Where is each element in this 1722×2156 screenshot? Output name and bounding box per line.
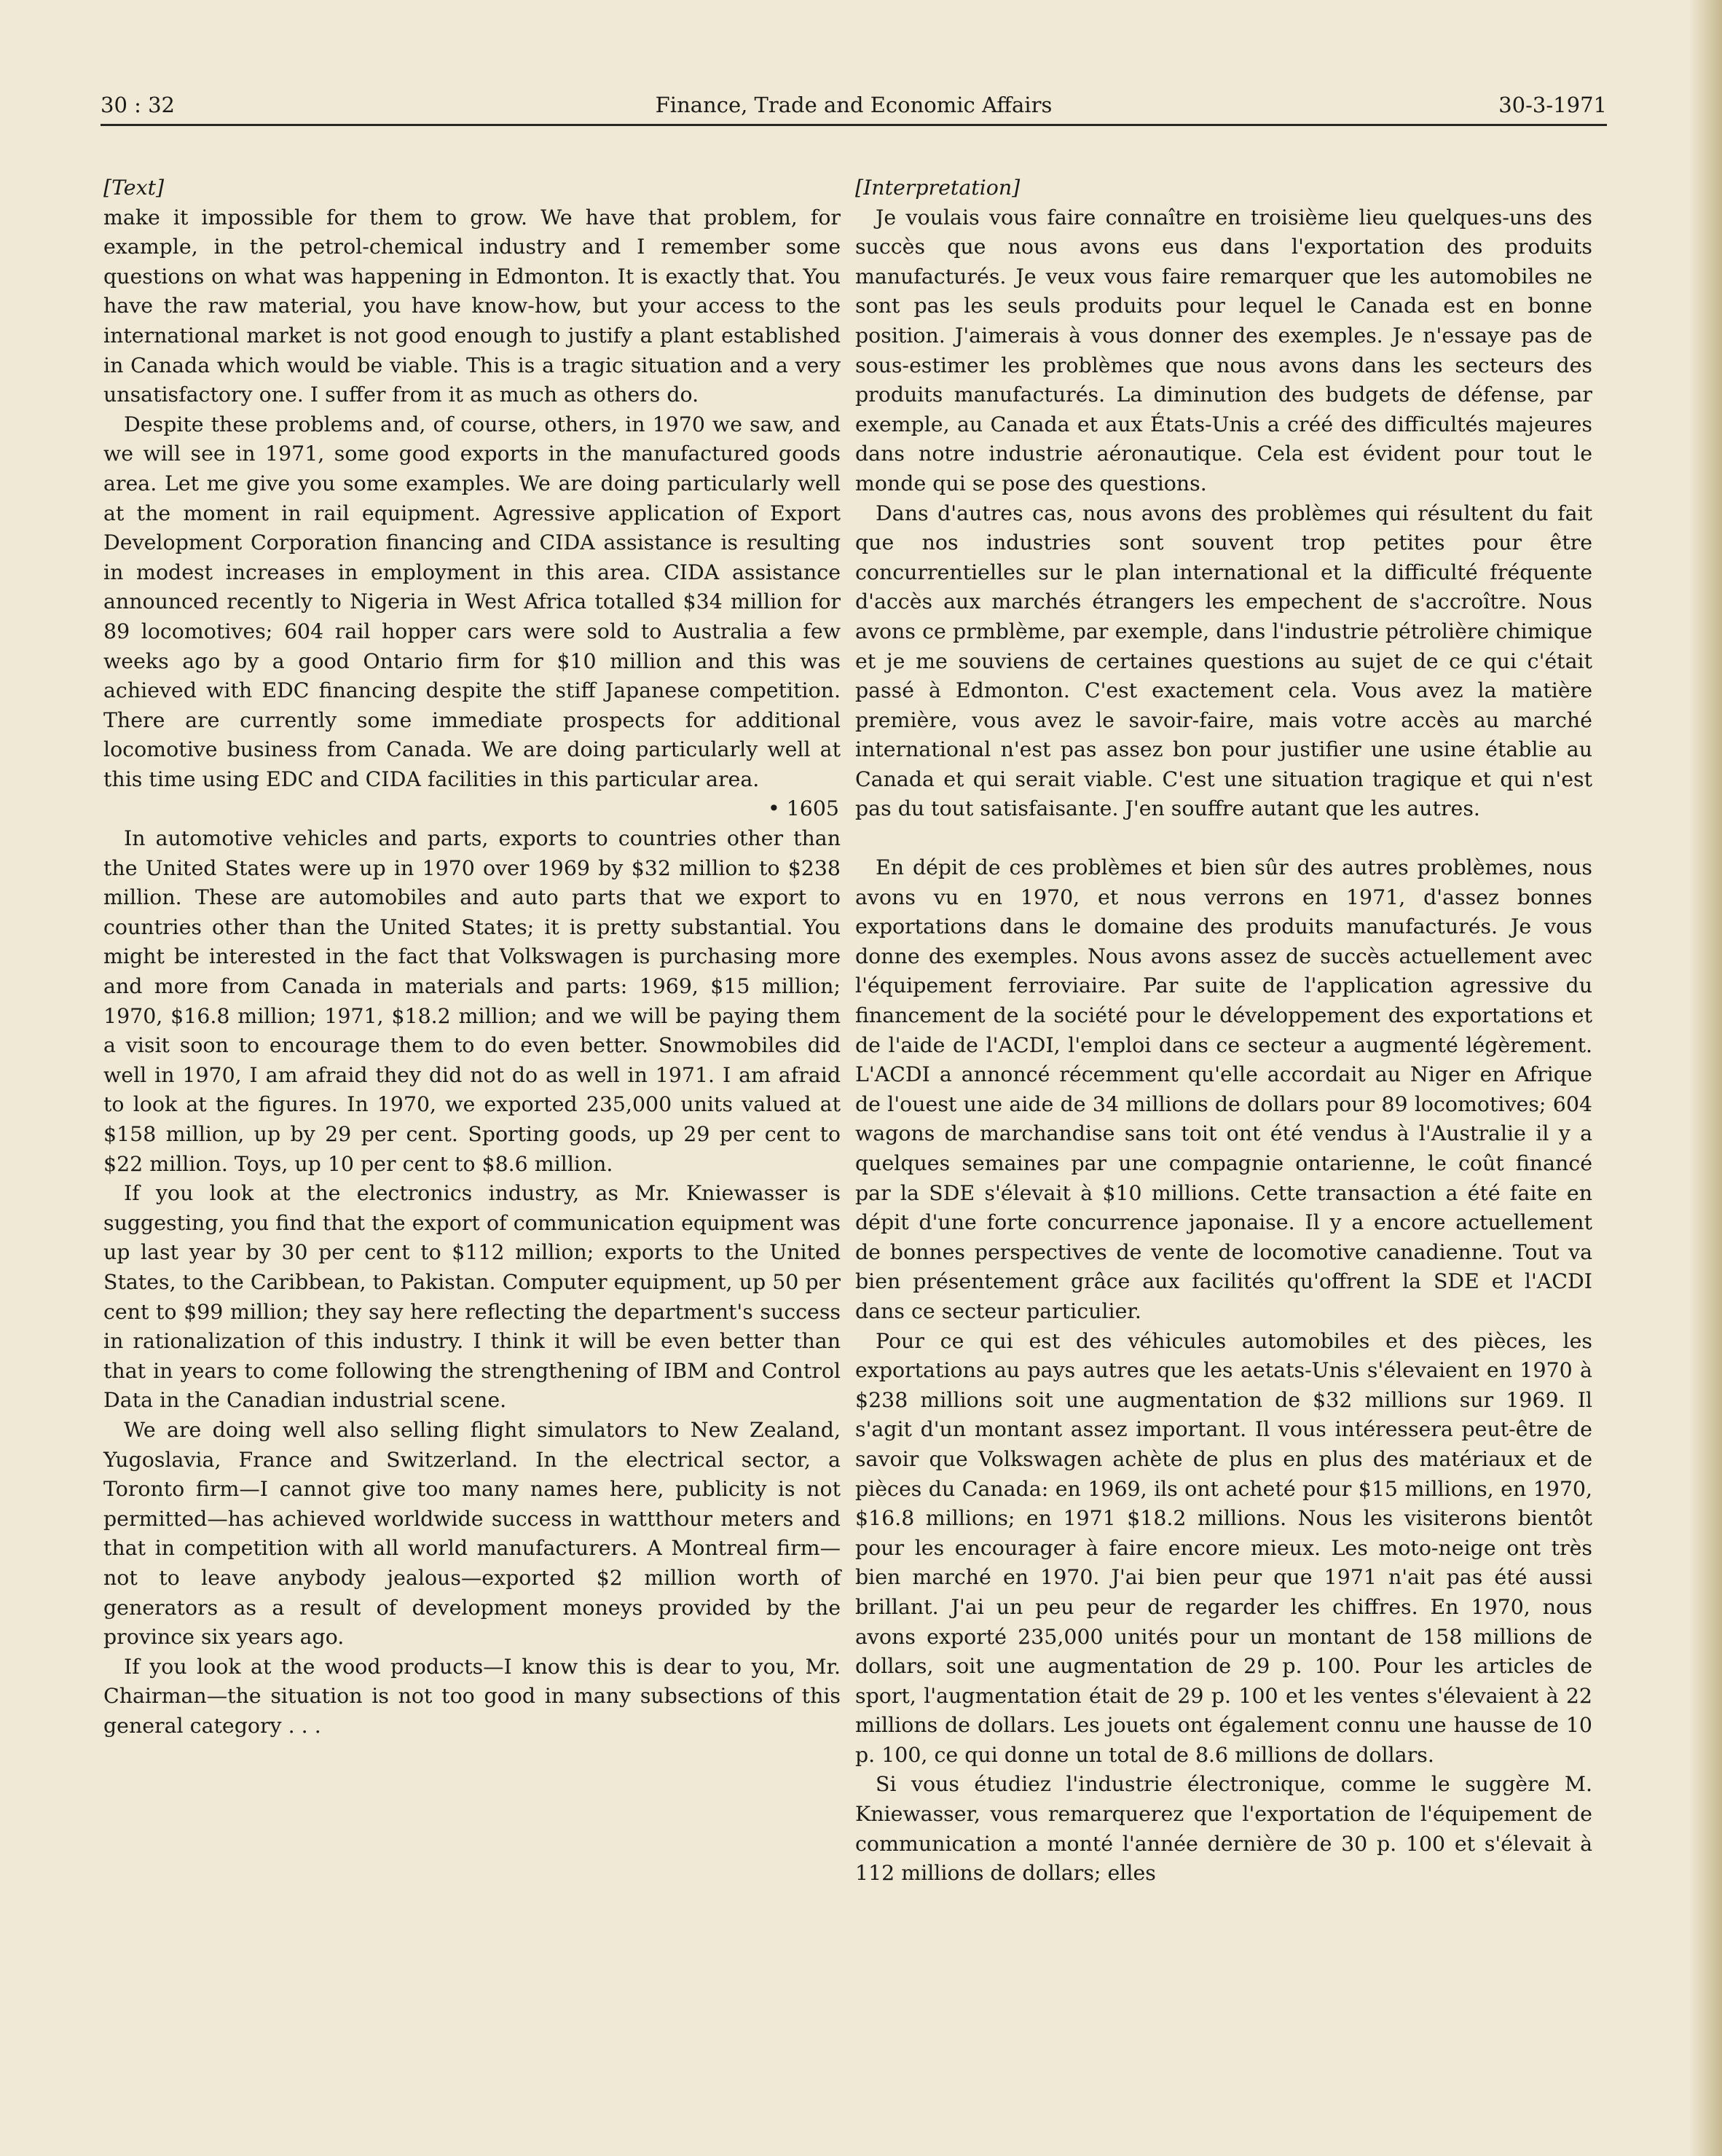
page-header	[101, 79, 1607, 126]
paragraph: Dans d'autres cas, nous avons des problèmes qui résultent du fait que nos industries sont souvent trop petites pour être concurrentielles sur le plan international et la difficulté fréquente d'accès aux marchés étrangers les empechent de s'accroître. Nous avons ce prmblème, par exemple, dans l'industrie pétrolière chimique et je me souviens de certaines questions au sujet de ce qui c'était passé à Edmonton. C'est exactement cela. Vous avez la matière première, vous avez le savoir-faire, mais votre accès au marché international n'est pas assez bon pour justifier une usine établie au Canada et qui serait viable. C'est une situation tragique et qui n'est pas du tout satisfaisante. J'en souffre autant que les autres.	[855, 501, 1592, 821]
paragraph: If you look at the wood products—I know this is dear to you, Mr. Chairman—the situation is not too good in many subsections of this general category . . .	[103, 1654, 841, 1738]
paragraph: If you look at the electronics industry, as Mr. Kniewasser is suggesting, you find that the export of communication equipment was up last year by 30 per cent to $112 million; exports to the United States, to the Caribbean, to Pakistan. Computer equipment, up 50 per cent to $99 million; they say here reflecting the department's success in rationalization of this industry. I think it will be even better than that in years to come following the strengthening of IBM and Control Data in the Canadian industrial scene.	[103, 1181, 841, 1413]
paragraph: Si vous étudiez l'industrie électronique, comme le suggère M. Kniewasser, vous remarquerez que l'exportation de l'équipement de communication a monté l'année dernière de 30 p. 100 et s'élevait à 112 millions de dollars; elles	[855, 1772, 1592, 1886]
section-tag-text: [Text]	[103, 176, 165, 200]
paragraph-gap	[855, 824, 1592, 853]
page-edge-shadow	[1688, 0, 1722, 2156]
time-marker: • 1605	[767, 796, 839, 821]
running-title: Finance, Trade and Economic Affairs	[655, 93, 1053, 117]
header-date: 30-3-1971	[1498, 93, 1607, 117]
section-tag-interpretation: [Interpretation]	[855, 176, 1021, 200]
paragraph: En dépit de ces problèmes et bien sûr des autres problèmes, nous avons vu en 1970, et nous verrons en 1971, d'assez bonnes exportations dans le domaine des produits manufacturés. Je vous donne des exemples. Nous avons assez de succès actuellement avec l'équipement ferroviaire. Par suite de l'application agressive du financement de la société pour le développement des exportations et de l'aide de l'ACDI, l'emploi dans ce secteur a augmenté légèrement. L'ACDI a annoncé récemment qu'elle accordait au Niger en Afrique de l'ouest une aide de 34 millions de dollars pour 89 locomotives; 604 wagons de marchandise sans toit ont été vendus à l'Australie il y a quelques semaines par une compagnie ontarienne, le coût financé par la SDE s'élevait à $10 millions. Cette transaction a été faite en dépit d'une forte concurrence japonaise. Il y a encore actuellement de bonnes perspectives de vente de locomotive canadienne. Tout va bien présentement grâce aux facilités qu'offrent la SDE et l'ACDI dans ce secteur particulier.	[855, 855, 1592, 1323]
page-number: 30 : 32	[101, 93, 176, 117]
paragraph: In automotive vehicles and parts, exports to countries other than the United States were up in 1970 over 1969 by $32 million to $238 million. These are automobiles and auto parts that we export to countries other than the United States; it is pretty substantial. You might be interested in the fact that Volkswagen is purchasing more and more from Canada in materials and parts: 1969, $15 million; 1970, $16.8 million; 1971, $18.2 million; and we will be paying them a visit soon to encourage them to do even better. Snowmobiles did well in 1970, I am afraid they did not do as well in 1971. I am afraid to look at the figures. In 1970, we exported 235,000 units valued at $158 million, up by 29 per cent. Sporting goods, up 29 per cent to $22 million. Toys, up 10 per cent to $8.6 million.	[103, 826, 841, 1176]
paragraph: Je voulais vous faire connaître en troisième lieu quelques-uns des succès que nous avons eus dans l'exportation des produits manufacturés. Je veux vous faire remarquer que les automobiles ne sont pas les seuls produits pour lequel le Canada est en bonne position. J'aimerais à vous donner des exemples. Je n'essaye pas de sous-estimer les problèmes que nous avons dans les secteurs des produits manufacturés. La diminution des budgets de défense, par exemple, au Canada et aux États-Unis a créé des difficultés majeures dans notre industrie aéronautique. Cela est évident pour tout le monde qui se pose des questions.	[855, 205, 1592, 495]
paragraph: Pour ce qui est des véhicules automobiles et des pièces, les exportations au pays autres que les aetats-Unis s'élevaient en 1970 à $238 millions soit une augmentation de $32 millions sur 1969. Il s'agit d'un montant assez important. Il vous intéressera peut-être de savoir que Volkswagen achète de plus en plus des matériaux et de pièces du Canada: en 1969, ils ont acheté pour $15 millions, en 1970, $16.8 millions; en 1971 $18.2 millions. Nous les visiterons bientôt pour les encourager à faire encore mieux. Les moto-neige ont très bien marché en 1970. J'ai bien peur que 1971 n'ait pas été aussi brillant. J'ai un peu peur de regarder les chiffres. En 1970, nous avons exporté 235,000 unités pour un montant de 158 millions de dollars, soit une augmentation de 29 p. 100. Pour les articles de sport, l'augmentation était de 29 p. 100 et les ventes s'élevaient à 22 millions de dollars. Les jouets ont également connu une hausse de 10 p. 100, ce qui donne un total de 8.6 millions de dollars.	[855, 1328, 1592, 1767]
paragraph: make it impossible for them to grow. We have that problem, for example, in the petrol-chemical industry and I remember some questions on what was happening in Edmonton. It is exactly that. You have the raw material, you have know-how, but your access to the international market is not good enough to justify a plant established in Canada which would be viable. This is a tragic situation and a very unsatisfactory one. I suffer from it as much as others do.	[103, 205, 841, 407]
paragraph: We are doing well also selling flight simulators to New Zealand, Yugoslavia, France and Switzerland. In the electrical sector, a Toronto firm—I cannot give too many names here, publicity is not permitted—has achieved worldwide success in wattthour meters and that in competition with all world manufacturers. A Montreal firm—not to leave anybody jealous—exported $2 million worth of generators as a result of development moneys provided by the province six years ago.	[103, 1417, 841, 1650]
paragraph: Despite these problems and, of course, others, in 1970 we saw, and we will see in 1971, some good exports in the manufactured goods area. Let me give you some examples. We are doing particularly well at the moment in rail equipment. Agressive application of Export Development Corporation financing and CIDA assistance is resulting in modest increases in employment in this area. CIDA assistance announced recently to Nigeria in West Africa totalled $34 million for 89 locomotives; 604 rail hopper cars were sold to Australia a few weeks ago by a good Ontario firm for $10 million and this was achieved with EDC financing despite the stiff Japanese competition. There are currently some immediate prospects for additional locomotive business from Canada. We are doing particularly well at this time using EDC and CIDA facilities in this particular area.	[103, 412, 841, 791]
french-column	[855, 173, 1592, 1889]
english-column	[103, 173, 841, 1741]
